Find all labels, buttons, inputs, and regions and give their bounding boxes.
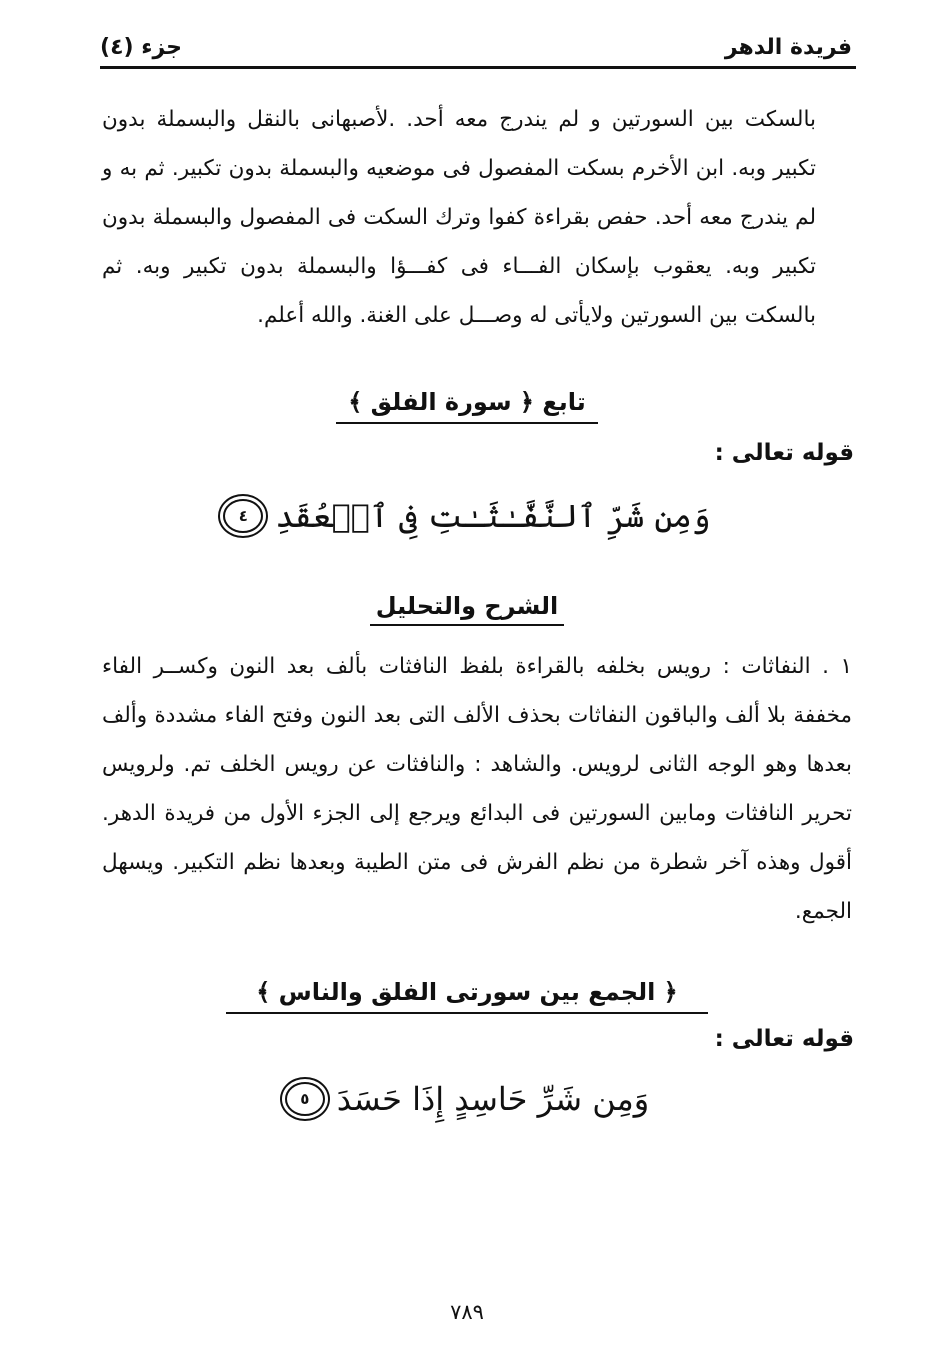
commentary-paragraph: ١ . النفاثات : رويس بخلفه بالقراءة بلفظ النافثات بألف بعد النون وكســر الفاء مخففة بلا ألف والباقون النفاثات بحذف الألف التى بعد النون وفتح الفاء مشددة وألف بعدها وهو الوجه الثانى لرويس. والشاهد : والنافثات عن رويس الخلف تم. ولرويس تحرير النافثات ومابين السورتين فى البدائع ويرجع إلى الجزء الأول من فريدة الدهر. أقول وهذه آخر شطرة من نظم الفرش فى متن الطيبة وبعدها نظم التكبير. ويسهل الجمع. bbox=[102, 654, 852, 924]
verse-intro-1: قوله تعالى : bbox=[714, 440, 854, 466]
surah-heading bbox=[0, 388, 934, 424]
page-number: ٧٨٩ bbox=[450, 1300, 484, 1324]
book-title: فريدة الدهر bbox=[724, 34, 852, 60]
header-rule bbox=[100, 66, 856, 69]
running-header bbox=[100, 30, 852, 64]
opening-paragraph: بالسكت بين السورتين و لم يندرج معه أحد. .لأصبهانى بالنقل والبسملة بدون تكبير وبه. ابن الأخرم بسكت المفصول فى موضعيه والبسملة بدون تكبير. ثم به و لم يندرج معه أحد. حفص بقراءة كفوا وترك السكت فى المفصول والبسملة بدون تكبير وبه. يعقوب بإسكان الفـــاء فى كفـــؤا والبسملة بدون تكبير وبه. ثم بالسكت بين السورتين ولايأتى له وصـــل على الغنة. والله أعلم. bbox=[102, 107, 816, 328]
combining-heading-text: ﴿ الجمع بين سورتى الفلق والناس ﴾ bbox=[226, 978, 707, 1014]
quran-verse-1 bbox=[0, 497, 934, 535]
verse-intro-2: قوله تعالى : bbox=[714, 1026, 854, 1052]
ayah-number-marker-2: ٥ bbox=[285, 1082, 325, 1116]
verse-text-1: وَمِن شَرِّ ٱلنَّفَّـٰثَـٰتِ فِى ٱلۡعُقَدِ bbox=[275, 497, 711, 535]
ayah-number-marker-1: ٤ bbox=[223, 499, 263, 533]
verse-text-2: وَمِن شَرِّ حَاسِدٍ إِذَا حَسَدَ bbox=[336, 1080, 650, 1118]
part-label: جزء (٤) bbox=[100, 34, 183, 60]
commentary-heading bbox=[0, 592, 934, 626]
commentary-heading-text: الشرح والتحليل bbox=[370, 592, 565, 626]
combining-heading bbox=[0, 978, 934, 1014]
quran-verse-2 bbox=[0, 1080, 934, 1118]
surah-heading-text: تابع ﴿ سورة الفلق ﴾ bbox=[336, 388, 598, 424]
